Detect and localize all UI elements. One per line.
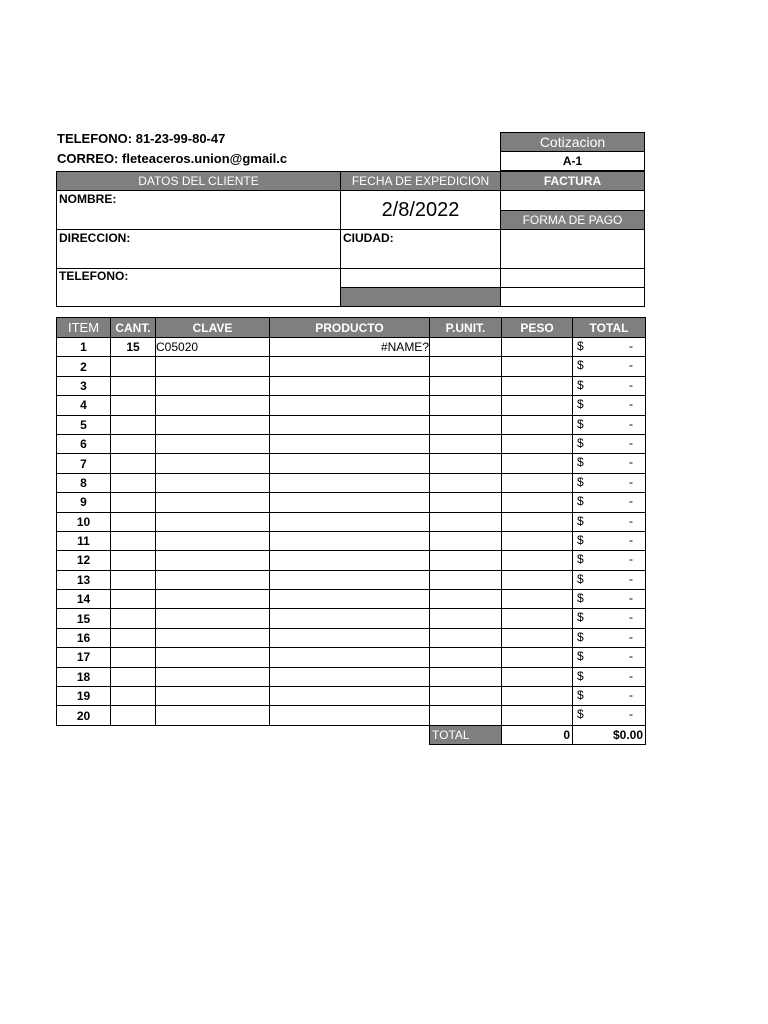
weight-cell[interactable]	[502, 473, 573, 492]
total-value: -	[629, 416, 633, 431]
product-cell[interactable]: #NAME?	[270, 338, 430, 357]
item-number: 6	[57, 434, 111, 453]
code-cell[interactable]	[156, 551, 270, 570]
total-cell	[573, 376, 646, 395]
quantity-cell[interactable]	[111, 357, 156, 376]
client-phone-label: TELEFONO:	[59, 269, 129, 283]
payment-method-value[interactable]	[500, 229, 645, 269]
code-cell[interactable]	[156, 687, 270, 706]
unit-price-cell[interactable]	[430, 396, 502, 415]
item-number: 1	[57, 338, 111, 357]
product-cell[interactable]	[270, 512, 430, 531]
total-cell	[573, 551, 646, 570]
code-cell[interactable]	[156, 357, 270, 376]
total-cell	[573, 434, 646, 453]
total-cell	[573, 338, 646, 357]
client-city-label: CIUDAD:	[343, 231, 394, 245]
product-cell[interactable]	[270, 357, 430, 376]
weight-cell[interactable]	[502, 454, 573, 473]
item-number: 3	[57, 376, 111, 395]
currency-symbol: $	[577, 513, 584, 528]
col-header-peso: PESO	[502, 318, 573, 338]
table-row	[57, 357, 646, 376]
item-number: 10	[57, 512, 111, 531]
total-value: -	[629, 494, 633, 509]
unit-price-cell[interactable]	[430, 531, 502, 550]
unit-price-cell[interactable]	[430, 473, 502, 492]
col-header-punit: P.UNIT.	[430, 318, 502, 338]
total-cell	[573, 357, 646, 376]
quantity-cell[interactable]: 15	[111, 338, 156, 357]
currency-symbol: $	[577, 552, 584, 567]
col-header-item: ITEM	[57, 318, 111, 338]
table-row	[57, 396, 646, 415]
table-row	[57, 454, 646, 473]
extra-cell-1[interactable]	[340, 268, 501, 288]
table-row	[57, 628, 646, 647]
product-cell[interactable]	[270, 551, 430, 570]
total-value: -	[629, 688, 633, 703]
product-cell[interactable]	[270, 473, 430, 492]
table-row	[57, 376, 646, 395]
weight-cell[interactable]	[502, 357, 573, 376]
code-cell[interactable]	[156, 396, 270, 415]
quantity-cell[interactable]	[111, 434, 156, 453]
footer-total-label: TOTAL	[430, 725, 502, 744]
total-value: -	[629, 532, 633, 547]
total-cell	[573, 706, 646, 725]
product-cell[interactable]	[270, 531, 430, 550]
footer-peso-total: 0	[502, 725, 573, 744]
client-address-cell[interactable]	[56, 229, 341, 269]
unit-price-cell[interactable]	[430, 376, 502, 395]
total-value: -	[629, 552, 633, 567]
product-cell[interactable]	[270, 687, 430, 706]
code-cell[interactable]	[156, 434, 270, 453]
quantity-cell[interactable]	[111, 376, 156, 395]
weight-cell[interactable]	[502, 551, 573, 570]
items-body	[57, 338, 646, 726]
total-cell	[573, 512, 646, 531]
quantity-cell[interactable]	[111, 473, 156, 492]
total-cell	[573, 473, 646, 492]
table-header-row	[57, 318, 646, 338]
code-cell[interactable]	[156, 590, 270, 609]
quantity-cell[interactable]	[111, 415, 156, 434]
table-row	[57, 473, 646, 492]
issue-date-value[interactable]: 2/8/2022	[340, 190, 501, 230]
total-value: -	[629, 474, 633, 489]
product-cell[interactable]	[270, 706, 430, 725]
product-cell[interactable]	[270, 434, 430, 453]
total-cell	[573, 667, 646, 686]
weight-cell[interactable]	[502, 376, 573, 395]
total-cell	[573, 590, 646, 609]
currency-symbol: $	[577, 474, 584, 489]
currency-symbol: $	[577, 532, 584, 547]
weight-cell[interactable]	[502, 648, 573, 667]
quantity-cell[interactable]	[111, 396, 156, 415]
total-cell	[573, 687, 646, 706]
total-value: -	[629, 513, 633, 528]
footer-grand-total: $0.00	[573, 725, 646, 744]
unit-price-cell[interactable]	[430, 648, 502, 667]
weight-cell[interactable]	[502, 590, 573, 609]
extra-cell-shaded	[340, 287, 501, 307]
product-cell[interactable]	[270, 667, 430, 686]
currency-symbol: $	[577, 435, 584, 450]
code-cell[interactable]	[156, 609, 270, 628]
code-cell[interactable]	[156, 473, 270, 492]
col-header-cant: CANT.	[111, 318, 156, 338]
item-number: 7	[57, 454, 111, 473]
product-cell[interactable]	[270, 396, 430, 415]
weight-cell[interactable]	[502, 396, 573, 415]
table-row	[57, 648, 646, 667]
total-cell	[573, 493, 646, 512]
unit-price-cell[interactable]	[430, 667, 502, 686]
total-cell	[573, 454, 646, 473]
quote-title: Cotizacion	[500, 132, 645, 152]
code-cell[interactable]: C05020	[156, 338, 270, 357]
weight-cell[interactable]	[502, 493, 573, 512]
items-table	[56, 317, 646, 745]
total-value: -	[629, 358, 633, 373]
client-name-cell[interactable]	[56, 190, 341, 230]
total-value: -	[629, 397, 633, 412]
unit-price-cell[interactable]	[430, 590, 502, 609]
total-value: -	[629, 339, 633, 353]
weight-cell[interactable]	[502, 706, 573, 725]
table-row	[57, 531, 646, 550]
quantity-cell[interactable]	[111, 531, 156, 550]
item-number: 16	[57, 628, 111, 647]
table-row	[57, 493, 646, 512]
table-row	[57, 551, 646, 570]
currency-symbol: $	[577, 688, 584, 703]
weight-cell[interactable]	[502, 338, 573, 357]
item-number: 14	[57, 590, 111, 609]
invoice-value[interactable]	[500, 190, 645, 211]
product-cell[interactable]	[270, 628, 430, 647]
item-number: 4	[57, 396, 111, 415]
currency-symbol: $	[577, 707, 584, 722]
total-value: -	[629, 455, 633, 470]
quantity-cell[interactable]	[111, 648, 156, 667]
total-cell	[573, 396, 646, 415]
item-number: 12	[57, 551, 111, 570]
unit-price-cell[interactable]	[430, 415, 502, 434]
total-cell	[573, 609, 646, 628]
item-number: 5	[57, 415, 111, 434]
currency-symbol: $	[577, 494, 584, 509]
total-value: -	[629, 435, 633, 450]
code-cell[interactable]	[156, 628, 270, 647]
unit-price-cell[interactable]	[430, 512, 502, 531]
currency-symbol: $	[577, 649, 584, 664]
unit-price-cell[interactable]	[430, 434, 502, 453]
weight-cell[interactable]	[502, 434, 573, 453]
weight-cell[interactable]	[502, 609, 573, 628]
quantity-cell[interactable]	[111, 667, 156, 686]
table-row	[57, 706, 646, 725]
code-cell[interactable]	[156, 376, 270, 395]
code-cell[interactable]	[156, 570, 270, 589]
product-cell[interactable]	[270, 376, 430, 395]
product-cell[interactable]	[270, 590, 430, 609]
table-row	[57, 667, 646, 686]
product-cell[interactable]	[270, 648, 430, 667]
product-cell[interactable]	[270, 415, 430, 434]
item-number: 2	[57, 357, 111, 376]
weight-cell[interactable]	[502, 415, 573, 434]
unit-price-cell[interactable]	[430, 628, 502, 647]
client-name-label: NOMBRE:	[59, 192, 117, 206]
item-number: 18	[57, 667, 111, 686]
table-row	[57, 609, 646, 628]
client-city-cell[interactable]	[340, 229, 501, 269]
code-cell[interactable]	[156, 648, 270, 667]
client-data-header: DATOS DEL CLIENTE	[56, 171, 341, 191]
quantity-cell[interactable]	[111, 570, 156, 589]
client-address-label: DIRECCION:	[59, 231, 131, 245]
currency-symbol: $	[577, 358, 584, 373]
quantity-cell[interactable]	[111, 687, 156, 706]
col-header-clave: CLAVE	[156, 318, 270, 338]
quote-number[interactable]: A-1	[500, 151, 645, 171]
unit-price-cell[interactable]	[430, 454, 502, 473]
total-cell	[573, 531, 646, 550]
quantity-cell[interactable]	[111, 493, 156, 512]
total-value: -	[629, 668, 633, 683]
weight-cell[interactable]	[502, 628, 573, 647]
quantity-cell[interactable]	[111, 628, 156, 647]
company-phone: TELEFONO: 81-23-99-80-47	[57, 131, 226, 146]
quantity-cell[interactable]	[111, 590, 156, 609]
code-cell[interactable]	[156, 415, 270, 434]
weight-cell[interactable]	[502, 667, 573, 686]
item-number: 11	[57, 531, 111, 550]
product-cell[interactable]	[270, 493, 430, 512]
table-row	[57, 434, 646, 453]
code-cell[interactable]	[156, 706, 270, 725]
total-value: -	[629, 629, 633, 644]
weight-cell[interactable]	[502, 512, 573, 531]
table-row	[57, 590, 646, 609]
currency-symbol: $	[577, 455, 584, 470]
unit-price-cell[interactable]	[430, 338, 502, 357]
table-row	[57, 512, 646, 531]
invoice-header: FACTURA	[500, 171, 645, 191]
item-number: 8	[57, 473, 111, 492]
item-number: 15	[57, 609, 111, 628]
currency-symbol: $	[577, 610, 584, 625]
payment-method-header: FORMA DE PAGO	[500, 210, 645, 230]
item-number: 17	[57, 648, 111, 667]
currency-symbol: $	[577, 416, 584, 431]
col-header-total: TOTAL	[573, 318, 646, 338]
company-email: CORREO: fleteaceros.union@gmail.c	[57, 151, 288, 166]
product-cell[interactable]	[270, 570, 430, 589]
total-value: -	[629, 591, 633, 606]
code-cell[interactable]	[156, 454, 270, 473]
issue-date-header: FECHA DE EXPEDICION	[340, 171, 501, 191]
weight-cell[interactable]	[502, 570, 573, 589]
table-footer-row	[57, 725, 646, 744]
quantity-cell[interactable]	[111, 706, 156, 725]
currency-symbol: $	[577, 571, 584, 586]
unit-price-cell[interactable]	[430, 570, 502, 589]
currency-symbol: $	[577, 668, 584, 683]
quantity-cell[interactable]	[111, 551, 156, 570]
table-row	[57, 338, 646, 357]
unit-price-cell[interactable]	[430, 493, 502, 512]
product-cell[interactable]	[270, 454, 430, 473]
total-cell	[573, 648, 646, 667]
quantity-cell[interactable]	[111, 454, 156, 473]
weight-cell[interactable]	[502, 531, 573, 550]
currency-symbol: $	[577, 397, 584, 412]
table-row	[57, 570, 646, 589]
item-number: 20	[57, 706, 111, 725]
unit-price-cell[interactable]	[430, 609, 502, 628]
total-value: -	[629, 571, 633, 586]
unit-price-cell[interactable]	[430, 357, 502, 376]
unit-price-cell[interactable]	[430, 551, 502, 570]
extra-cell-3[interactable]	[500, 287, 645, 307]
code-cell[interactable]	[156, 512, 270, 531]
item-number: 9	[57, 493, 111, 512]
currency-symbol: $	[577, 591, 584, 606]
unit-price-cell[interactable]	[430, 706, 502, 725]
total-cell	[573, 415, 646, 434]
quantity-cell[interactable]	[111, 609, 156, 628]
item-number: 13	[57, 570, 111, 589]
total-cell	[573, 628, 646, 647]
client-phone-cell[interactable]	[56, 268, 341, 307]
total-value: -	[629, 649, 633, 664]
code-cell[interactable]	[156, 531, 270, 550]
product-cell[interactable]	[270, 609, 430, 628]
table-row	[57, 687, 646, 706]
extra-cell-2[interactable]	[500, 268, 645, 288]
total-value: -	[629, 610, 633, 625]
weight-cell[interactable]	[502, 687, 573, 706]
total-cell	[573, 570, 646, 589]
currency-symbol: $	[577, 629, 584, 644]
unit-price-cell[interactable]	[430, 687, 502, 706]
quantity-cell[interactable]	[111, 512, 156, 531]
code-cell[interactable]	[156, 667, 270, 686]
currency-symbol: $	[577, 377, 584, 392]
item-number: 19	[57, 687, 111, 706]
col-header-producto: PRODUCTO	[270, 318, 430, 338]
table-row	[57, 415, 646, 434]
total-value: -	[629, 707, 633, 722]
total-value: -	[629, 377, 633, 392]
currency-symbol: $	[577, 339, 584, 353]
code-cell[interactable]	[156, 493, 270, 512]
